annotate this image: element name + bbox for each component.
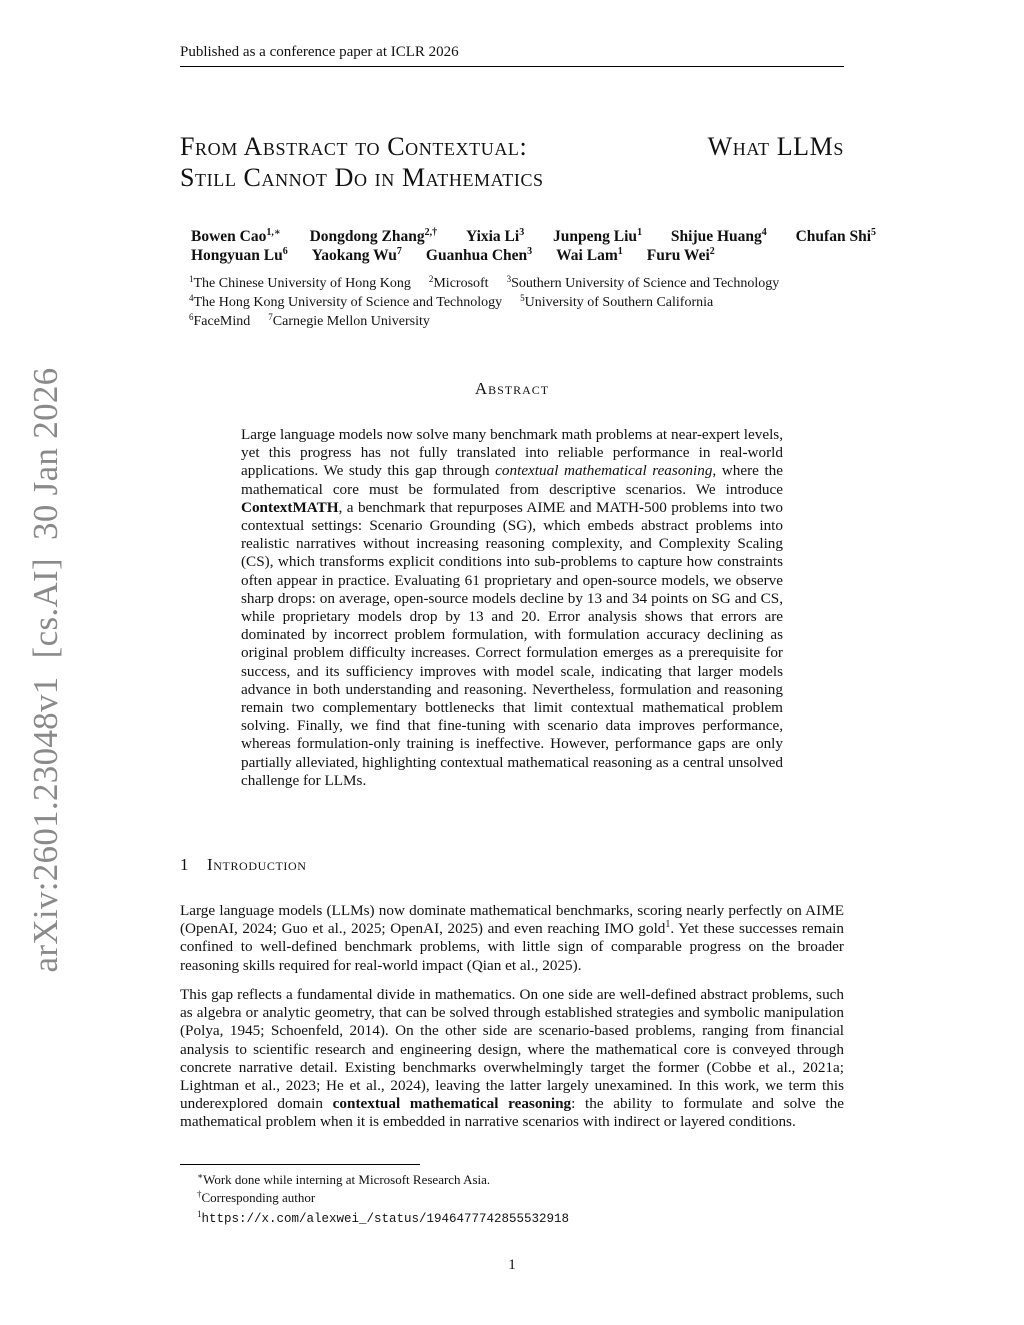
title-line2: Still Cannot Do in Mathematics — [180, 163, 544, 192]
footnote-link[interactable]: $^1$https://x.com/alexwei_/status/1946477742855532918 — [197, 1209, 570, 1226]
abstract-heading: Abstract — [474, 379, 550, 398]
affiliation-list — [189, 274, 889, 331]
affiliation: $^7$Carnegie Mellon University — [268, 312, 430, 329]
paper-title — [180, 131, 844, 193]
abstract-body: Large language models now solve many benchmark math problems at near-expert levels, yet this progress has not fully translated into reliable performance in real-world applications. We study this gap through contextual mathematical reasoning, where the mathematical core must be formulated from descriptive scenarios. We introduce ContextMATH, a benchmark that repurposes AIME and MATH-500 problems into two contextual settings: Scenario Grounding (SG), which embeds abstract problems into realistic narratives without increasing reasoning complexity, and Complexity Scaling (CS), which transforms explicit conditions into sub-problems to capture how constraints often appear in practice. Evaluating 61 proprietary and open-source models, we observe sharp drops: on average, open-source models decline by 13 and 34 points on SG and CS, while proprietary models drop by 13 and 20. Error analysis shows that errors are dominated by incorrect problem formulation, with formulation accuracy declining as original problem difficulty increases. Correct formulation emerges as a prerequisite for success, and its sufficiency improves with model scale, indicating that larger models advance in both understanding and reasoning. Nevertheless, formulation and reasoning remain two complementary bottlenecks that limit contextual mathematical problem solving. Finally, we find that fine-tuning with scenario data improves performance, whereas formulation-only training is ineffective. However, performance gaps are only partially alleviated, highlighting contextual mathematical reasoning as a central unsolved challenge for LLMs. — [241, 426, 783, 789]
section-number: 1 — [180, 855, 190, 874]
author: Wai Lam$^1$ — [556, 246, 623, 264]
key-term: contextual mathematical reasoning — [332, 1095, 572, 1113]
author: Bowen Cao$^{1,∗}$ — [191, 227, 281, 245]
footnote-rule — [180, 1164, 420, 1165]
title-line1-part2: What LLMs — [707, 132, 844, 161]
section-heading-introduction — [180, 855, 580, 875]
page-number: 1 — [508, 1257, 516, 1273]
affiliation: $^6$FaceMind — [189, 312, 251, 329]
author: Junpeng Liu$^1$ — [553, 227, 643, 245]
section-title: Introduction — [207, 855, 307, 874]
affiliation: $^1$The Chinese University of Hong Kong — [189, 274, 411, 291]
author: Furu Wei$^2$ — [646, 246, 715, 264]
benchmark-name: ContextMATH — [241, 498, 339, 516]
intro-paragraph-2: This gap reflects a fundamental divide in mathematics. On one side are well-defined abstract problems, such as algebra or analytic geometry, that can be solved through established strategies and symbolic manipulation (Polya, 1945; Schoenfeld, 2014). On the other side are scenario-based problems, ranging from financial analysis to scientific research and engineering design, where the mathematical core is conveyed through concrete narrative detail. Existing benchmarks overwhelmingly target the former (Cobbe et al., 2021a; Lightman et al., 2023; He et al., 2024), leaving the latter largely unexamined. In this work, we term this underexplored domain contextual mathematical reasoning: the ability to formulate and solve the mathematical problem when it is embedded in narrative scenarios with indirect or layered conditions. — [180, 986, 844, 1131]
affiliation: $^3$Southern University of Science and Technology — [506, 274, 780, 291]
footnote-ref[interactable]: 1 — [665, 919, 671, 931]
author: Guanhua Chen$^3$ — [425, 246, 533, 264]
header-rule — [180, 66, 844, 67]
author: Hongyuan Lu$^6$ — [191, 246, 288, 264]
running-header: Published as a conference paper at ICLR 2026 — [180, 44, 459, 60]
author-list — [191, 227, 876, 265]
author: Dongdong Zhang$^{2,\dagger}$ — [309, 227, 438, 245]
affiliation: $^2$Microsoft — [428, 274, 489, 291]
author: Yixia Li$^3$ — [465, 227, 525, 245]
footnote: †Corresponding author — [197, 1189, 316, 1205]
title-line1-part1: From Abstract to Contextual: — [180, 132, 528, 161]
footnote: ∗Work done while interning at Microsoft Research Asia. — [197, 1171, 491, 1187]
abstract-emphasis: contextual mathematical reasoning — [495, 462, 713, 480]
affiliation: $^4$The Hong Kong University of Science and Technology — [189, 293, 503, 310]
author: Yaokang Wu$^7$ — [311, 246, 402, 264]
intro-paragraph-1: Large language models (LLMs) now dominate mathematical benchmarks, scoring nearly perfectly on AIME (OpenAI, 2024; Guo et al., 2025; OpenAI, 2025) and even reaching IMO gold$^1$. Yet these successes remain confined to well-defined benchmark problems, with little sign of comparable progress on the broader reasoning skills required for real-world impact (Qian et al., 2025). — [180, 902, 844, 974]
affiliation: $^5$University of Southern California — [520, 293, 714, 310]
author: Chufan Shi$^5$ — [795, 227, 876, 245]
author: Shijue Huang$^4$ — [670, 227, 767, 245]
